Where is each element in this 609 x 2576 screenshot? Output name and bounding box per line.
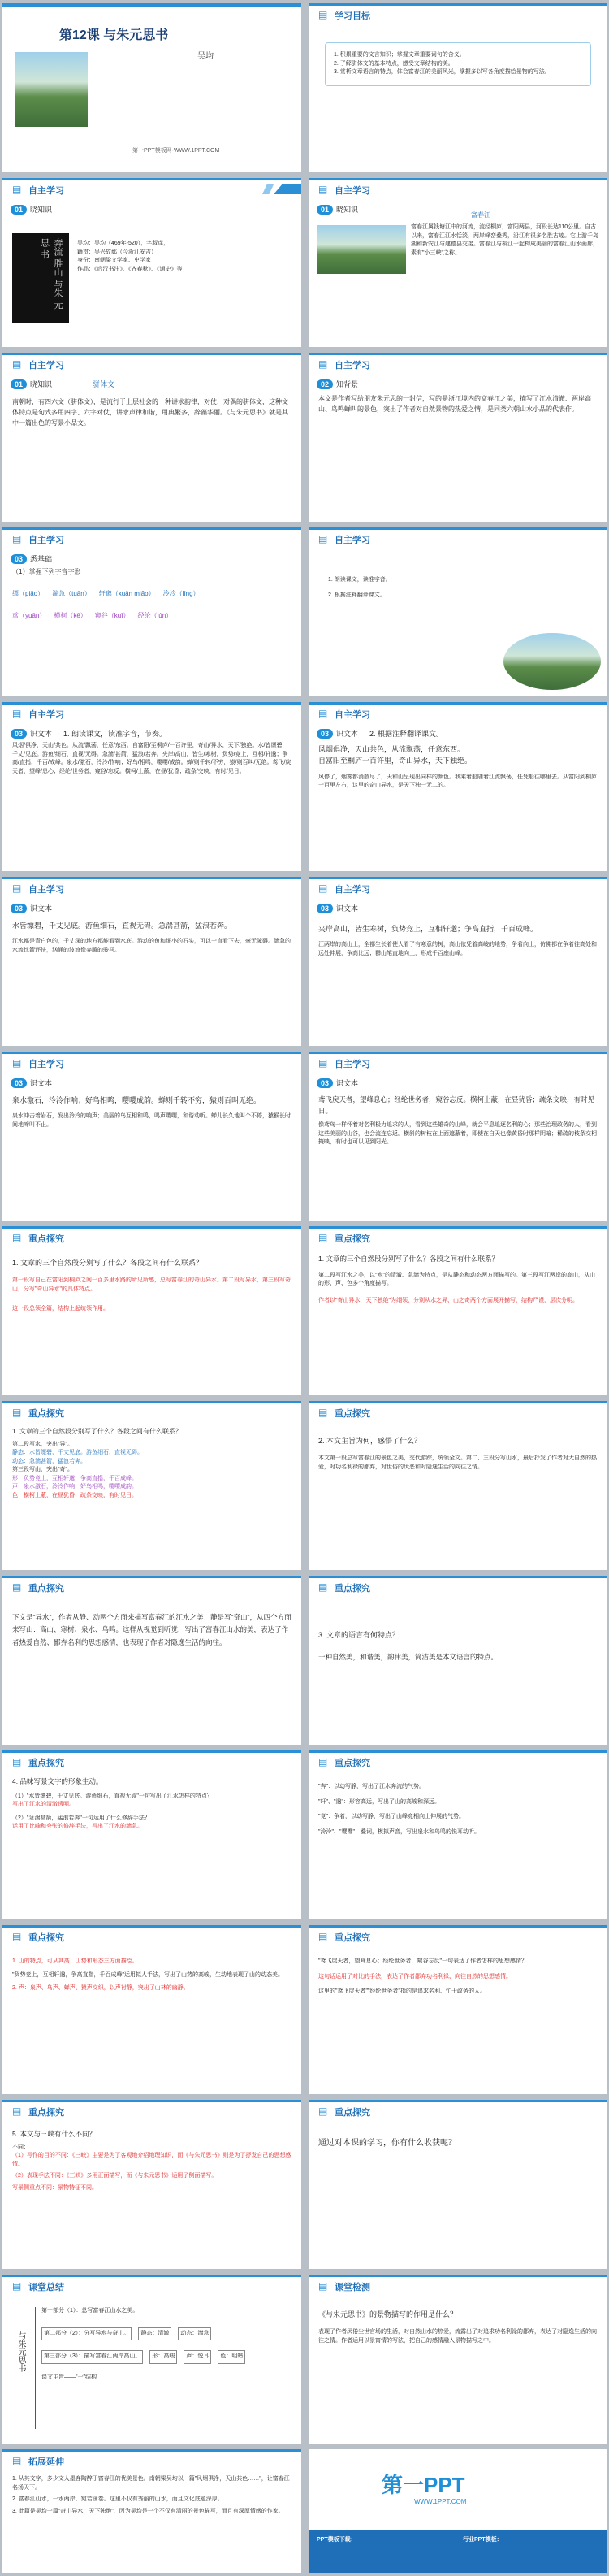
answer-line: "竞"：争着，以动写静，写出了山峰竞相向上伸展的气势。 — [318, 1814, 464, 1819]
section-number: 03 — [317, 1078, 333, 1088]
slide-translate-5 — [309, 1052, 607, 1221]
summary-row: 第一部分（1）：总写富春江山水之美。 — [41, 2308, 139, 2314]
book-icon: ▤ — [12, 708, 22, 719]
answer-line: "负势竞上，互相轩邈，争高直指，千百成峰"运用拟人手法，写出了山势的高峻，生动地表现了山的动态美。 — [12, 1971, 283, 1978]
slide-header: 重点探究 — [335, 2108, 370, 2118]
calligraphy-image: 奔流 胜山 与朱 元思 书 — [12, 233, 69, 323]
analysis-text: 下文是"异水"，作者从静、动两个方面来描写富春江的江水之美：静是写"奇山"，从四个方面来写山：高山、寒树、泉水、鸟鸣。这样从视觉到听觉，写出了富春江山水的美，表达了作者热爱自然、鄙弃名利的思想感情，也表现了作者对隐逸生活的向往。 — [12, 1613, 292, 1646]
slide-explore-7 — [2, 1750, 301, 1919]
book-icon: ▤ — [12, 1407, 22, 1418]
slide-header: 自主学习 — [28, 186, 64, 196]
original-line: 水皆缥碧，千丈见底。游鱼细石，直视无碍。急湍甚箭，猛浪若奔。 — [12, 922, 232, 930]
slide-header: 自主学习 — [335, 361, 370, 371]
slide-goals — [309, 3, 607, 172]
book-icon: ▤ — [12, 1057, 22, 1069]
answer-line: （2）表现手法不同：《三峡》多用正面描写，而《与朱元思书》运用了侧面描写。 — [12, 2173, 218, 2179]
slide-header: 自主学习 — [335, 186, 370, 196]
section-text: 识文本 — [30, 730, 53, 738]
answer-line: 第二段写水，突出"异"。 — [12, 1441, 73, 1447]
summary-tag: 声：悦耳 — [184, 2350, 211, 2364]
book-icon: ▤ — [318, 2280, 328, 2292]
slide-header: 拓展延伸 — [28, 2457, 64, 2467]
book-icon: ▤ — [12, 533, 22, 544]
footer-title: PPT模板下载： — [317, 2537, 356, 2543]
slide-test — [309, 2275, 607, 2444]
question: 1. 文章的三个自然段分别写了什么？各段之间有什么联系？ — [12, 1428, 182, 1435]
summary-title: 与朱元思书 — [16, 2331, 25, 2372]
section-number: 01 — [11, 379, 27, 389]
answer-line: 静态：水皆缥碧，千丈见底。游鱼细石，直视无碍。 — [12, 1450, 143, 1456]
topic-tag: 骈体文 — [93, 380, 115, 388]
section-text: 悉基础 — [30, 555, 53, 563]
word-item: 泠泠（líng） — [162, 589, 200, 597]
book-icon: ▤ — [12, 883, 22, 894]
book-icon: ▤ — [318, 1756, 328, 1767]
slide-header: 重点探究 — [28, 1584, 64, 1594]
section-text: 晓知识 — [30, 206, 53, 214]
goal-item: 3. 赏析文章语言的特点，体会富春江的美丽风光，掌握多以写各角度描绘景物的写法。 — [334, 69, 551, 75]
book-icon: ▤ — [12, 184, 22, 195]
question: 5. 本文与三峡有什么不同？ — [12, 2130, 96, 2138]
section-text: 识文本 — [30, 1079, 53, 1087]
book-icon: ▤ — [318, 9, 328, 20]
answer: 作者以"奇山异水，天下独绝"为纲领，分别从水之异、山之奇两个方面展开描写，结构严谨，层次分明。 — [318, 1297, 578, 1303]
task-item: 2. 根据注释翻译课文。 — [328, 592, 386, 598]
summary-row: 第二部分（2）：分写异水与奇山。 — [41, 2327, 132, 2341]
brand-logo: 第一PPT — [382, 2473, 465, 2497]
answer: 本文第一段总写富春江的景色之美，交代游踪，统领全文。第二、三段分写山水，最后抒发了作者对大自然的热爱，对功名利禄的鄙弃，对世俗的厌恶和对隐逸生活的向往之情。 — [318, 1455, 597, 1470]
answer: 表现了作者厌倦尘世官场的生活，对自然山水的热爱，流露出了对追求功名利禄的鄙弃，表达了对隐逸生活的向往之情。作者运用以景寓情的写法，把自己的感情融入景物描写之中。 — [318, 2329, 597, 2344]
original-line: 泉水激石，泠泠作响；好鸟相鸣，嘤嘤成韵。蝉则千转不穷，猿则百叫无绝。 — [12, 1096, 261, 1104]
slide-author — [2, 178, 301, 347]
goal-item: 1. 积累重要的文言知识；掌握文章重要词句的含义。 — [334, 52, 465, 58]
landscape-image — [15, 52, 88, 127]
original-line: 自富阳至桐庐一百许里，奇山异水，天下独绝。 — [318, 757, 473, 765]
question: 《与朱元思书》的景物描写的作用是什么？ — [318, 2310, 458, 2318]
slide-header: 自主学习 — [28, 710, 64, 720]
slide-explore-6 — [309, 1576, 607, 1745]
slide-explore-4 — [309, 1401, 607, 1570]
slide-header: 重点探究 — [335, 1584, 370, 1594]
section-label — [11, 204, 293, 215]
question: 2. 本文主旨为何，感悟了什么？ — [318, 1437, 422, 1445]
answer-line: 不同： — [12, 2144, 29, 2150]
extension-line: 1. 从其文字，多少文人墨客陶醉于富春江的优美景色。南朝梁吴均以一篇"风烟俱净，天山共色……"，让富春江名扬天下。 — [12, 2476, 290, 2491]
summary-tag: 形：高峻 — [149, 2350, 177, 2364]
word-item: 窥谷（kuī） — [94, 611, 130, 619]
answer-line: "奔"：以动写静，写出了江水奔流的气势。 — [318, 1784, 425, 1789]
slide-text-rhythm — [2, 702, 301, 871]
footer-title: 行业PPT模板： — [463, 2537, 503, 2543]
section-number: 02 — [317, 379, 333, 389]
slide-explore-5 — [2, 1576, 301, 1745]
author-name: 吴均 — [197, 52, 214, 61]
translation-text: 江两岸的高山上，全都生长着使人看了有寒意的树，高山依凭着高峻的地势，争着向上，仿佛都在争着往高处和远处伸展，争高比远；群山笔直地向上，形成千百座山峰。 — [318, 942, 597, 956]
author-info: 吴均：吴均（469年-520），字叔庠， — [77, 241, 170, 246]
book-icon: ▤ — [318, 708, 328, 719]
answer-line: "泠泠"、"嘤嘤"：叠词，模拟声音，写出泉水和鸟鸣的悦耳动听。 — [318, 1828, 480, 1835]
answer-line: 1. 山的特点，可从其高、山势和形态三方面描绘。 — [12, 1958, 138, 1964]
book-icon: ▤ — [12, 2455, 22, 2466]
slide-background — [309, 353, 607, 522]
answer-line: 动态：急湍甚箭，猛浪若奔。 — [12, 1458, 86, 1464]
section-number: 03 — [11, 729, 27, 739]
slide-summary — [2, 2275, 301, 2444]
summary-tag: 静态：清澈 — [138, 2327, 171, 2341]
slide-brand — [309, 2449, 607, 2573]
slide-title — [2, 3, 301, 172]
author-info: 籍贯：吴兴故鄣（今浙江安吉） — [77, 249, 157, 255]
background-text: 本文是作者写给朋友朱元思的一封信，写的是浙江境内的富春江之美，描写了江水清澈、两岸高山、鸟鸣蝉叫的景色，突出了作者对自然景物的热爱之情，是同类六朝山水小品的代表作。 — [318, 395, 591, 413]
slide-header: 重点探究 — [28, 1759, 64, 1768]
slide-header: 自主学习 — [28, 885, 64, 895]
translation-text: 江水都是青白色的，千丈深的地方都能看到水底。游动的鱼和细小的石头，可以一直看下去，毫无障碍。湍急的水流比箭还快，汹涌的波浪像奔腾的骏马。 — [12, 939, 291, 953]
book-icon: ▤ — [318, 1407, 328, 1418]
answer: 这一段总领全篇，结构上起统领作用。 — [12, 1306, 109, 1312]
translation-text: 像鸢鸟一样怀着对名利极力追求的人，看到这些雄奇的山峰，就会平息追逐名利的心；那些治理政务的人，看到这些美丽的山谷，也会流连忘返。横斜的树枝在上面遮蔽着，即使在白天也像黄昏时那样阴暗；稀疏的枝条交相掩映，有时也可以见到阳光。 — [318, 1122, 597, 1146]
slide-header: 自主学习 — [28, 361, 64, 371]
book-icon: ▤ — [318, 358, 328, 370]
landscape-image — [503, 633, 601, 690]
slide-fuchun — [309, 178, 607, 347]
slide-header: 课堂总结 — [28, 2283, 64, 2292]
slide-translate-1 — [309, 702, 607, 871]
extension-line: 3. 此篇是吴均一篇"奇山异水，天下独绝"，因为吴均是一个不仅有清丽的景色描写，而且有深厚情感的作家。 — [12, 2508, 284, 2514]
slide-reading-tasks — [309, 527, 607, 696]
word-item: 湍急（tuān） — [52, 589, 91, 597]
summary-tag: 色：明暗 — [218, 2350, 245, 2364]
answer-line: 写出了江水的清澈透明。 — [12, 1802, 75, 1808]
summary-tag: 动态：湍急 — [178, 2327, 211, 2341]
lesson-title: 第12课 与朱元思书 — [59, 28, 169, 42]
slide-header: 自主学习 — [28, 536, 64, 545]
translation-text: 泉水冲击着岩石，发出泠泠的响声；美丽的鸟互相和鸣，鸣声嘤嘤，和谐动听。蝉儿长久地叫个不停，猿猴长时间地啼叫不止。 — [12, 1113, 291, 1128]
answer-line: 写景侧重点不同：景物特征不同。 — [12, 2184, 97, 2191]
section-text: 晓知识 — [30, 380, 53, 388]
slide-header: 学习目标 — [335, 11, 370, 21]
goals-box — [325, 42, 591, 86]
slide-header: 重点探究 — [335, 1409, 370, 1419]
slide-header: 重点探究 — [28, 1234, 64, 1244]
answer-line: "轩"、"邈"：形容高远，写出了山的高峻和深远。 — [318, 1798, 440, 1805]
slide-header: 重点探究 — [335, 1234, 370, 1244]
word-item: 轩邈（xuān miǎo） — [98, 589, 155, 597]
author-info: 身份：南朝梁文学家、史学家 — [77, 258, 151, 263]
original-line: 鸢飞戾天者，望峰息心；经纶世务者，窥谷忘反。横柯上蔽，在昼犹昏；疏条交映，有时见日。 — [318, 1095, 595, 1115]
extension-line: 2. 富春江山水，一水两岸，宛若画卷。这里不仅有秀丽的山水，而且文化底蕴深厚。 — [12, 2496, 223, 2502]
topic-tag: 富春江 — [471, 211, 490, 219]
section-text: 识文本 — [336, 730, 359, 738]
question: 1. 文章的三个自然段分别写了什么？各段之间有什么联系？ — [318, 1255, 499, 1263]
book-icon: ▤ — [12, 1581, 22, 1593]
answer-line: 运用了比喻和夸张的修辞手法，写出了江水的湍急。 — [12, 1824, 143, 1830]
slide-header: 课堂检测 — [335, 2283, 370, 2292]
slide-explore-1 — [2, 1226, 301, 1395]
section-text: 识文本 — [336, 1079, 359, 1087]
book-icon: ▤ — [318, 1931, 328, 1942]
book-icon: ▤ — [12, 1756, 22, 1767]
book-icon: ▤ — [318, 533, 328, 544]
book-icon: ▤ — [318, 1232, 328, 1243]
slide-header: 自主学习 — [335, 885, 370, 895]
slide-explore-9 — [2, 1925, 301, 2094]
task-title: 2. 根据注释翻译课文。 — [369, 730, 444, 738]
book-icon: ▤ — [318, 1057, 328, 1069]
section-number: 03 — [317, 729, 333, 739]
translation-text: 风停了，烟雾都消散尽了，天和山呈现出同样的颜色。我乘着船随着江流飘荡，任凭船往哪里去。从富阳到桐庐一百里左右，这里的奇山异水，是天下独一无二的。 — [318, 774, 597, 789]
answer-line: 声：泉水激石，泠泠作响；好鸟相鸣，嘤嘤成韵。 — [12, 1484, 137, 1490]
slide-header: 重点探究 — [335, 1933, 370, 1943]
slide-header: 自主学习 — [28, 1060, 64, 1069]
answer: 第二段写江水之美，以"水"的清澈、急湍为特点，是从静态和动态两方面描写的。第三段写江两岸的高山，从山的形、声、色多个角度描写。 — [318, 1272, 595, 1287]
original-line: 风烟俱净，天山共色，从流飘荡，任意东西。 — [318, 745, 465, 753]
task-title: 1. 朗读课文，读准字音，节奏。 — [63, 730, 167, 738]
slide-header: 重点探究 — [28, 1933, 64, 1943]
book-icon: ▤ — [12, 2105, 22, 2117]
answer: 一种自然美，和谐美，韵律美，简洁美是本文语言的特点。 — [318, 1653, 499, 1662]
answer-line: （1）"水皆缥碧，千丈见底。游鱼细石，直视无碍"一句写出了江水怎样的特点？ — [12, 1793, 213, 1799]
book-icon: ▤ — [318, 184, 328, 195]
slide-translate-4 — [2, 1052, 301, 1221]
summary-row: 第三部分（3）：描写富春江两岸高山。 — [41, 2350, 143, 2364]
slide-translate-3 — [309, 877, 607, 1046]
slide-reflection — [309, 2100, 607, 2269]
answer-line: （1）写作的目的不同：《三峡》主要是为了客观地介绍地理知识，而《与朱元思书》则是为了抒发自己的思想感情。 — [12, 2153, 292, 2167]
word-item: 经纶（lún） — [137, 611, 173, 619]
river-image — [317, 225, 406, 274]
site-credit: 第一PPT模板网-WWW.1PPT.COM — [132, 148, 220, 154]
slide-pronunciation — [2, 527, 301, 696]
slide-header: 重点探究 — [28, 1409, 64, 1419]
answer-line: 这里的"鸢飞戾天者""经纶世务者"指的是追求名利、忙于政务的人。 — [318, 1988, 486, 1994]
question: 3. 文章的语言有何特点？ — [318, 1631, 400, 1639]
pronunciation-question: （1）掌握下列字音字形 — [12, 568, 81, 575]
slide-header: 重点探究 — [28, 2108, 64, 2118]
word-item: 横柯（kē） — [54, 611, 87, 619]
original-line: 夹岸高山，皆生寒树，负势竞上，互相轩邈；争高直指，千百成峰。 — [318, 925, 538, 933]
section-number: 03 — [11, 1078, 27, 1088]
pianti-text: 南朝时，有四六文（骈体文），是流行于上层社会的一种讲求韵律，对仗，对偶的骈体文，这种文体特点是句式多用四字、六字对仗，讲求声律和谐，用典繁多，辞藻华丽。《与朱元思书》就是其中一篇出色的写景小品文。 — [12, 398, 288, 427]
summary-row: 课文主旨——"一"结构 — [41, 2374, 97, 2380]
slide-pianti — [2, 353, 301, 522]
question: 4. 品味写景文字的形象生动。 — [12, 1777, 103, 1785]
answer-line: 第三段写山，突出"奇"。 — [12, 1467, 73, 1473]
book-icon: ▤ — [318, 2105, 328, 2117]
slide-translate-2 — [2, 877, 301, 1046]
slide-explore-8 — [309, 1750, 607, 1919]
section-text: 晓知识 — [336, 206, 359, 214]
section-number: 01 — [11, 205, 27, 215]
slide-header: 重点探究 — [335, 1759, 370, 1768]
answer: 第一段写自己在富阳到桐庐之间一百多里水路的所见所感，总写富春江的奇山异水。第二段写异水，第三段写奇山，分写"奇山异水"的具体特点。 — [12, 1277, 291, 1292]
book-icon: ▤ — [12, 1232, 22, 1243]
word-item: 缥（piǎo） — [12, 589, 45, 597]
answer-line: 这句话运用了对比的手法，表达了作者鄙弃功名利禄、向往自然的思想感情。 — [318, 1973, 512, 1980]
answer-line: 2. 声：泉声、鸟声、蝉声、猿声交织，以声衬静，突出了山林的幽静。 — [12, 1985, 189, 1991]
slide-explore-2 — [309, 1226, 607, 1395]
section-text: 识文本 — [30, 904, 53, 913]
brand-url: WWW.1PPT.COM — [414, 2498, 467, 2505]
slide-explore-3 — [2, 1401, 301, 1570]
answer-line: 形：负势竞上，互相轩邈；争高直指，千百成峰。 — [12, 1475, 137, 1481]
section-number: 03 — [11, 554, 27, 564]
goal-item: 2. 了解骈体文的基本特点，感受文章结构的美。 — [334, 60, 454, 67]
slide-header: 自主学习 — [335, 710, 370, 720]
section-number: 03 — [317, 904, 333, 913]
section-text: 识文本 — [336, 904, 359, 913]
word-item: 鸢（yuān） — [12, 611, 46, 619]
slide-extension — [2, 2449, 301, 2573]
slide-explore-10 — [309, 1925, 607, 2094]
fuchun-text: 富春江属钱塘江中的河流，流经桐庐，富阳两县，河段长达110公里。自古以来，富春江江水恬淡，两岸峰峦叠秀，沿江有很多名胜古迹。它上游千岛湖和新安江与建德县交接。富春江与桐江一起构成美丽的富春江山水画廊，素有"小三峡"之称。 — [411, 224, 598, 256]
task-item: 1. 朗读课文，读准字音。 — [328, 577, 391, 583]
question: 1. 文章的三个自然段分别写了什么？各段之间有什么联系？ — [12, 1259, 204, 1267]
section-number: 01 — [317, 205, 333, 215]
answer-line: "鸢飞戾天者，望峰息心；经纶世务者，窥谷忘反"一句表达了作者怎样的思想感情？ — [318, 1958, 527, 1964]
slide-compare — [2, 2100, 301, 2269]
answer-line: （2）"急湍甚箭，猛浪若奔"一句运用了什么修辞手法？ — [12, 1815, 150, 1821]
book-icon: ▤ — [318, 1581, 328, 1593]
slide-header: 自主学习 — [335, 536, 370, 545]
author-info: 作品：《后汉书注》、《齐春秋》、《通史》等 — [77, 266, 183, 272]
section-number: 03 — [11, 904, 27, 913]
book-icon: ▤ — [12, 2280, 22, 2292]
book-icon: ▤ — [12, 358, 22, 370]
reflection-question: 通过对本课的学习，你有什么收获呢？ — [318, 2139, 456, 2148]
book-icon: ▤ — [318, 883, 328, 894]
answer-line: 色：横柯上蔽，在昼犹昏；疏条交映，有时见日。 — [12, 1492, 137, 1498]
slide-header: 自主学习 — [335, 1060, 370, 1069]
book-icon: ▤ — [12, 1931, 22, 1942]
section-text: 知背景 — [336, 380, 359, 388]
rhythm-text: 风烟/俱净，天山/共色。从流/飘荡，任意/东西。自富阳/至桐庐/一百许里，奇山/异水，天下/独绝。水/皆缥碧，千丈/见底。游鱼/细石，直视/无碍。急湍/甚箭，猛浪/若奔。夹岸/高山，皆生/寒树，负势/竞上，互相/轩邈；争高/直指，千百/成峰。泉水/激石，泠泠/作响；好鸟/相鸣，嘤嘤/成韵。蝉/则千转/不穷，猿/则百叫/无绝。鸢飞/戾天者，望峰/息心；经纶/世务者，窥谷/忘反。横柯/上蔽，在昼/犹昏；疏条/交映，有时/见日。 — [12, 743, 292, 774]
